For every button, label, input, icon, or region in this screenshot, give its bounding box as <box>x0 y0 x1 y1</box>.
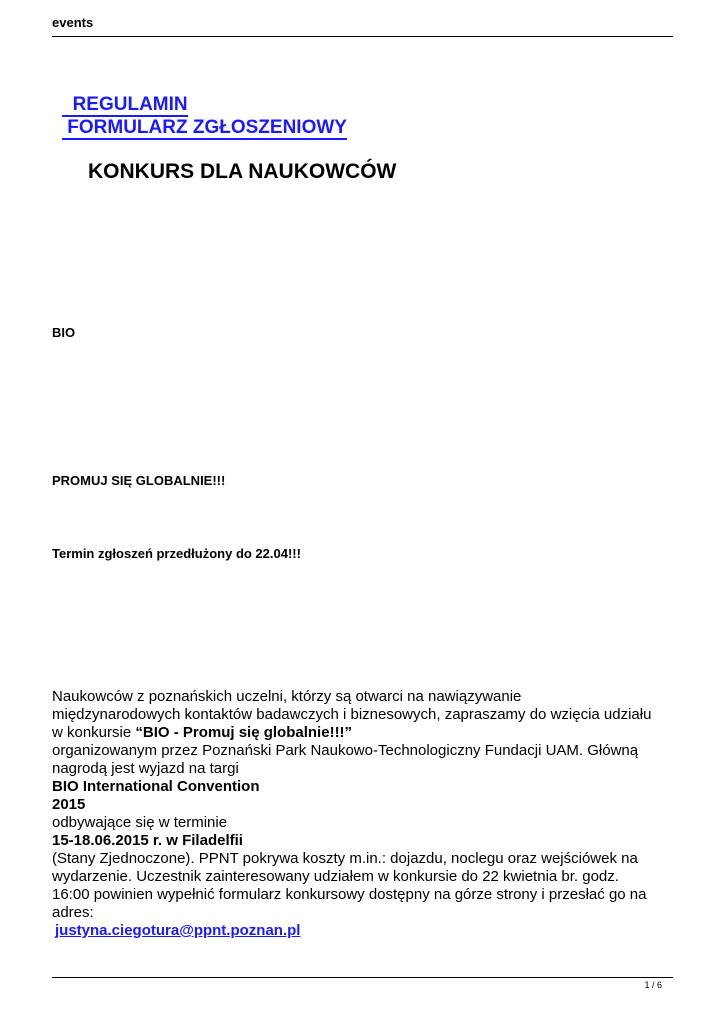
regulamin-link[interactable] <box>62 94 188 116</box>
intro-text: Naukowców z poznańskich uczelni, którzy są otwarci na nawiązywanie międzynarodowych kontaktów badawczych i biznesowych, zapraszamy do wzięcia udziału w konkursie <box>52 688 652 741</box>
promuj-heading: PROMUJ SIĘ GLOBALNIE!!! <box>52 473 226 488</box>
instructions-text: (Stany Zjednoczone). PPNT pokrywa koszty m.in.: dojazdu, noclegu oraz wejściówek na wydarzenie. Uczestnik zainteresowany udziałem w konkursie do 22 kwietnia br. godz. 16:00 powinien wypełnić formularz konkursowy dostępny na górze strony i przesłać go na adres: <box>52 850 647 921</box>
formularz-link[interactable] <box>62 117 347 139</box>
deadline-notice: Termin zgłoszeń przedłużony do 22.04!!! <box>52 546 301 561</box>
event-term-text: odbywające się w terminie <box>52 814 228 831</box>
contest-name: “BIO - Promuj się globalnie!!!” <box>135 724 353 741</box>
bio-label: BIO <box>52 325 76 340</box>
announcement-body <box>52 688 652 940</box>
organizer-text: organizowanym przez Poznański Park Naukowo-Technologiczny Fundacji UAM. Główną nagrodą jest wyjazd na targi <box>52 742 639 777</box>
event-name: BIO International Convention <box>52 778 260 795</box>
page-number: 1 / 6 <box>644 980 662 990</box>
event-year: 2015 <box>52 796 86 813</box>
footer-rule <box>52 977 673 978</box>
email-link[interactable]: justyna.ciegotura@ppnt.poznan.pl <box>55 922 301 939</box>
header-rule <box>52 36 673 37</box>
page-title: KONKURS DLA NAUKOWCÓW <box>88 160 397 183</box>
page-header-title: events <box>52 15 94 30</box>
formularz-link-label: FORMULARZ ZGŁOSZENIOWY <box>67 117 347 138</box>
event-dates: 15-18.06.2015 r. w Filadelfii <box>52 832 243 849</box>
regulamin-link-label: REGULAMIN <box>72 94 188 115</box>
